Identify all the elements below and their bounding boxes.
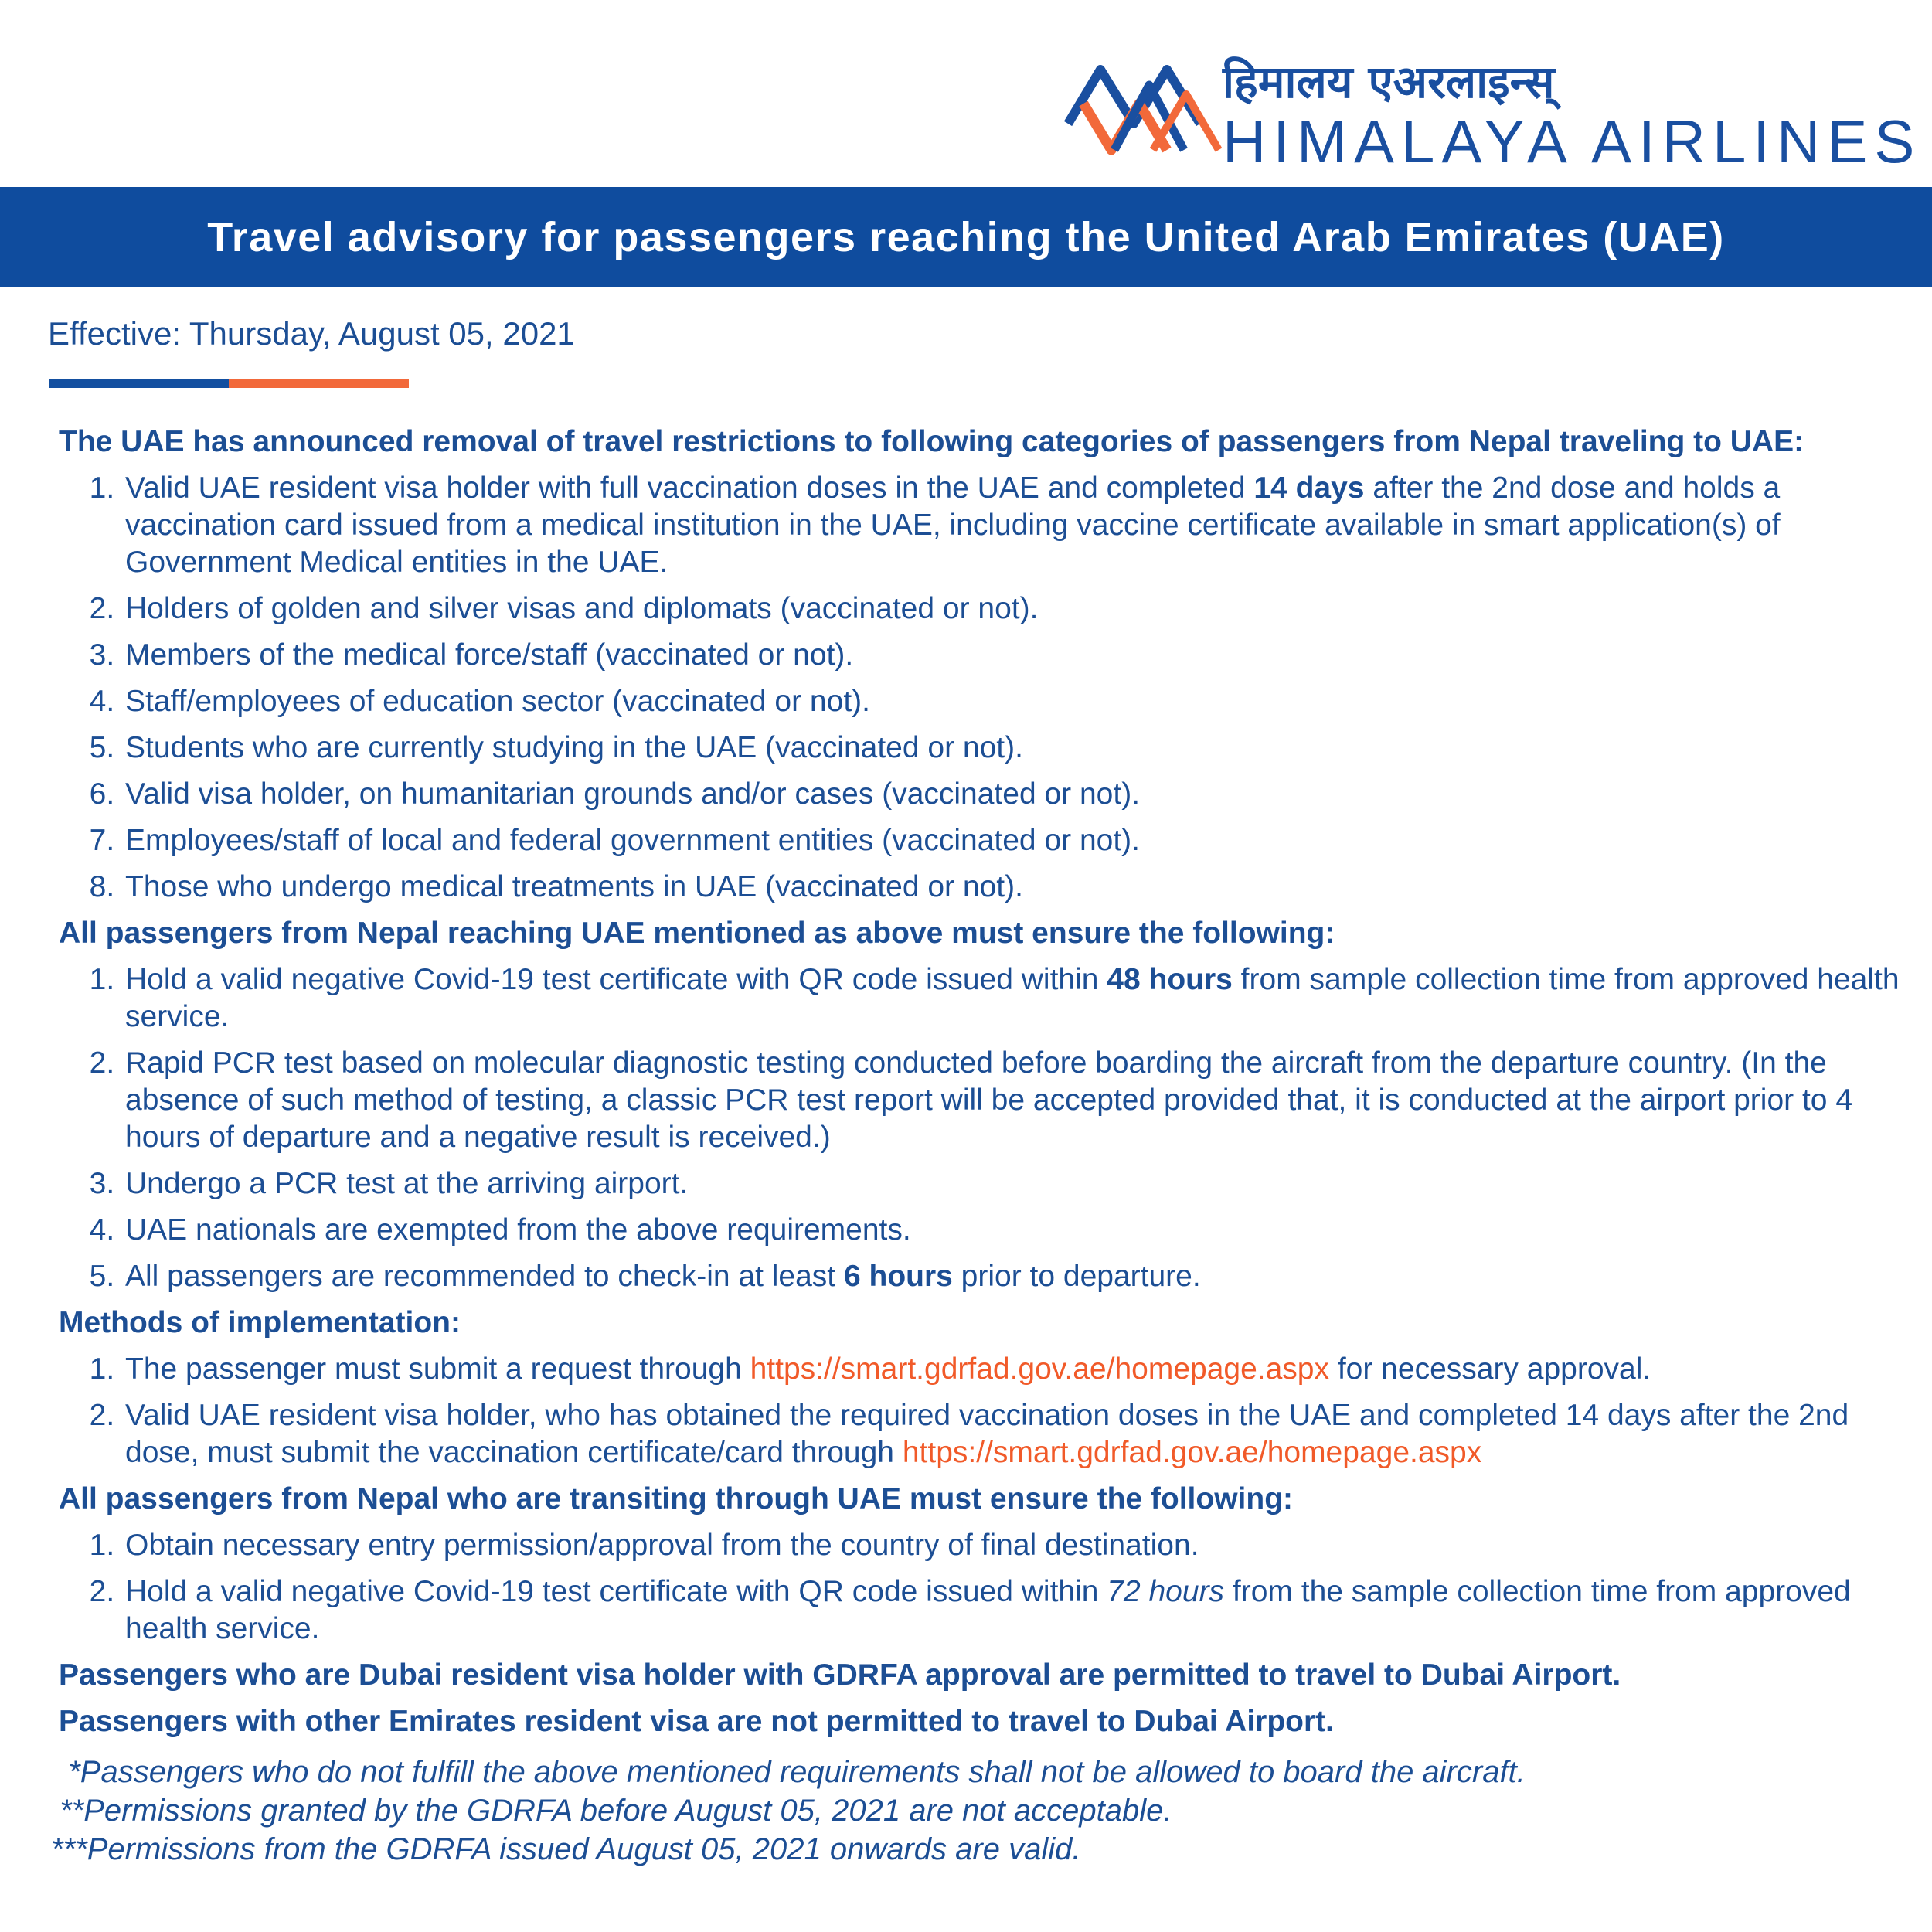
item-text: for necessary approval. bbox=[1329, 1352, 1651, 1386]
item-text: Hold a valid negative Covid-19 test certificate with QR code issued within bbox=[125, 963, 1107, 996]
item-text: after the 2nd dose and holds a vaccination card issued from a medical institution in the UAE, including vaccine certificate available in smart application(s) of Government Medical entities in the UAE. bbox=[125, 471, 1781, 579]
requirements-list bbox=[59, 961, 1913, 1295]
himalaya-airlines-logo bbox=[1060, 48, 1922, 175]
item-text: from the sample collection time from approved health service. bbox=[125, 1575, 1851, 1645]
item-text: The passenger must submit a request through bbox=[125, 1352, 750, 1386]
item-text: Valid UAE resident visa holder with full vaccination doses in the UAE and completed bbox=[125, 471, 1254, 505]
logo-brand-text: HIMALAYA AIRLINES bbox=[1223, 107, 1922, 175]
item-text: from sample collection time from approved health service. bbox=[125, 963, 1900, 1033]
gdrfad-link[interactable]: https://smart.gdrfad.gov.ae/homepage.aspx bbox=[750, 1352, 1329, 1386]
divider-blue bbox=[49, 379, 229, 388]
footnote-2: **Permissions granted by the GDRFA before August 05, 2021 are not acceptable. bbox=[51, 1794, 1172, 1828]
effective-date: Effective: Thursday, August 05, 2021 bbox=[48, 315, 575, 352]
section-exempt-categories-title: The UAE has announced removal of travel restrictions to following categories of passengers from Nepal traveling to UAE: bbox=[59, 425, 1804, 458]
list-item: 8. Those who undergo medical treatments in UAE (vaccinated or not). bbox=[123, 869, 1913, 906]
implementation-list bbox=[59, 1351, 1913, 1471]
list-item bbox=[123, 1351, 1913, 1388]
item-emphasis: 48 hours bbox=[1107, 963, 1233, 996]
item-text: Valid UAE resident visa holder, who has obtained the required vaccination doses in the UAE and completed 14 days after the 2nd dose, must submit the vaccination certificate/card through bbox=[125, 1399, 1849, 1469]
footnote-1: *Passengers who do not fulfill the above mentioned requirements shall not be allowed to board the aircraft. bbox=[51, 1755, 1526, 1789]
item-text: Hold a valid negative Covid-19 test certificate with QR code issued within bbox=[125, 1575, 1107, 1608]
exempt-categories-list bbox=[59, 470, 1913, 906]
item-emphasis: 14 days bbox=[1253, 471, 1365, 505]
other-emirates-note: Passengers with other Emirates resident visa are not permitted to travel to Dubai Airport. bbox=[59, 1705, 1334, 1738]
list-item bbox=[123, 961, 1913, 1036]
section-requirements-title: All passengers from Nepal reaching UAE mentioned as above must ensure the following: bbox=[59, 917, 1335, 950]
list-item: 5. Students who are currently studying in the UAE (vaccinated or not). bbox=[123, 730, 1913, 767]
list-item bbox=[123, 470, 1913, 581]
page-title: Travel advisory for passengers reaching the United Arab Emirates (UAE) bbox=[207, 214, 1725, 260]
transit-list bbox=[59, 1527, 1913, 1648]
list-item: 4. Staff/employees of education sector (vaccinated or not). bbox=[123, 683, 1913, 720]
item-text: prior to departure. bbox=[952, 1260, 1201, 1293]
list-item bbox=[123, 1258, 1913, 1295]
dubai-permitted-note: Passengers who are Dubai resident visa holder with GDRFA approval are permitted to travel to Dubai Airport. bbox=[59, 1658, 1621, 1692]
list-item: 3. Undergo a PCR test at the arriving airport. bbox=[123, 1165, 1913, 1202]
list-item: 3. Members of the medical force/staff (vaccinated or not). bbox=[123, 637, 1913, 674]
list-item: 7. Employees/staff of local and federal government entities (vaccinated or not). bbox=[123, 822, 1913, 859]
advisory-content bbox=[59, 423, 1913, 1750]
list-item: 6. Valid visa holder, on humanitarian grounds and/or cases (vaccinated or not). bbox=[123, 776, 1913, 813]
list-item: 2. Rapid PCR test based on molecular diagnostic testing conducted before boarding the aircraft from the departure country. (In the absence of such method of testing, a classic PCR test report will be accepted provided that, it is conducted at the airport prior to 4 hours of departure and a negative result is received.) bbox=[123, 1045, 1913, 1156]
mountain-logo-icon bbox=[1060, 48, 1246, 164]
section-implementation-title: Methods of implementation: bbox=[59, 1306, 461, 1339]
divider-orange bbox=[229, 379, 409, 388]
list-item: 4. UAE nationals are exempted from the above requirements. bbox=[123, 1212, 1913, 1249]
footnotes bbox=[51, 1753, 1526, 1869]
list-item: 1. Obtain necessary entry permission/approval from the country of final destination. bbox=[123, 1527, 1913, 1564]
list-item: 2. Holders of golden and silver visas and diplomats (vaccinated or not). bbox=[123, 590, 1913, 628]
section-transit-title: All passengers from Nepal who are transiting through UAE must ensure the following: bbox=[59, 1482, 1294, 1515]
title-banner bbox=[0, 187, 1932, 287]
logo-hindi-text: हिमालय एअरलाइन्स् bbox=[1223, 56, 1555, 108]
item-emphasis: 72 hours bbox=[1107, 1575, 1225, 1608]
item-text: All passengers are recommended to check-in at least bbox=[125, 1260, 844, 1293]
item-emphasis: 6 hours bbox=[843, 1260, 953, 1293]
gdrfad-link[interactable]: https://smart.gdrfad.gov.ae/homepage.aspx bbox=[902, 1436, 1482, 1469]
list-item bbox=[123, 1573, 1913, 1648]
list-item bbox=[123, 1397, 1913, 1471]
footnote-3: ***Permissions from the GDRFA issued August 05, 2021 onwards are valid. bbox=[51, 1832, 1081, 1866]
